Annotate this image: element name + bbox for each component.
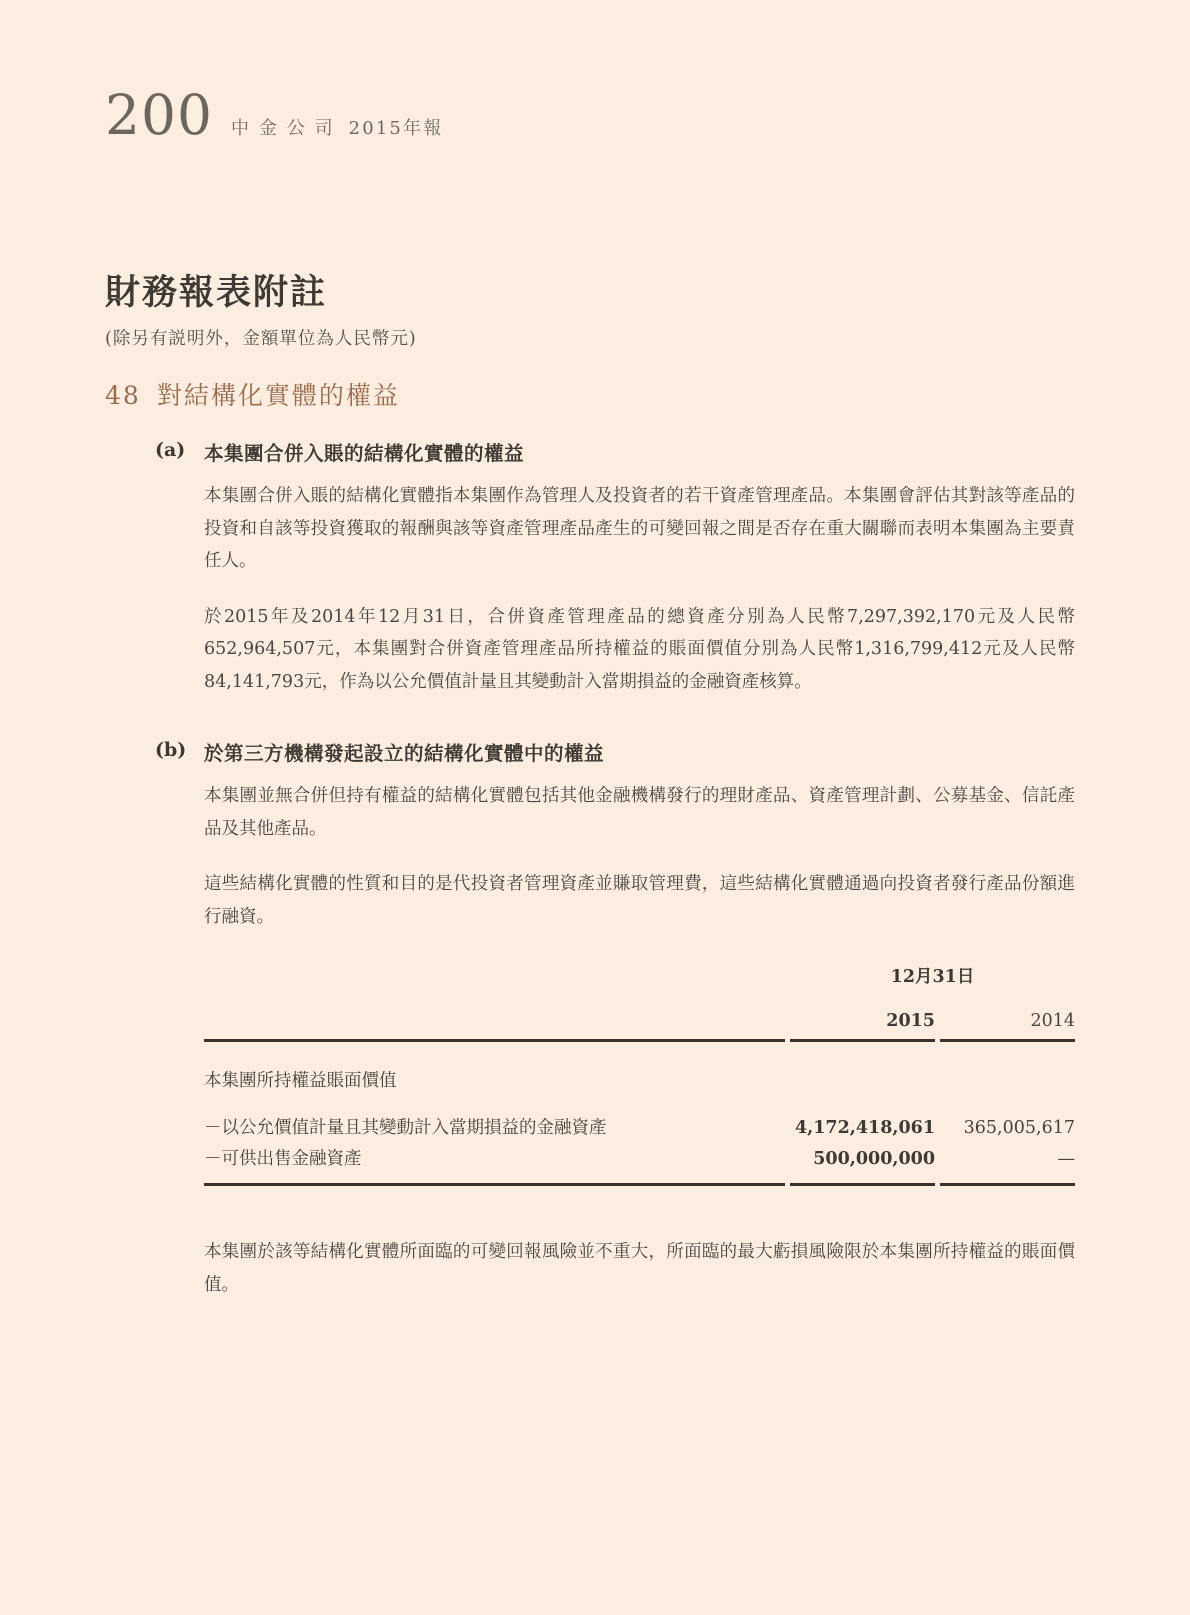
table-bottom-rule (204, 1183, 1075, 1186)
table-row (204, 1144, 1075, 1175)
paragraph: 本集團合併入賬的結構化實體指本集團作為管理人及投資者的若干資產管理產品。本集團會評估其對該等產品的投資和自該等投資獲取的報酬與該等資產管理產品產生的可變回報之間是否存在重大關聯而表明本集團為主要責任人。 (204, 486, 1075, 571)
document-title: 財務報表附註 (105, 272, 328, 313)
subsection-b-label: (b) (155, 739, 187, 761)
column-header-2015: 2015 (886, 1011, 935, 1031)
section-title: 對結構化實體的權益 (156, 381, 400, 410)
section-48-heading (105, 376, 1075, 412)
row-label: －可供出售金融資產 (204, 1149, 362, 1169)
value-2014: — (1057, 1149, 1075, 1169)
paragraph: 於2015年及2014年12月31日，合併資產管理產品的總資產分別為人民幣7,297,392,170元及人民幣652,964,507元，本集團對合併資產管理產品所持權益的賬面價值分別為人民幣1,316,799,412元及人民幣84,141,793元，作為以公允價值計量且其變動計入當期損益的金融資產核算。 (204, 606, 1075, 692)
table-group-label-row (204, 1066, 1075, 1096)
paragraph: 這些結構化實體的性質和目的是代投資者管理資產並賺取管理費，這些結構化實體通過向投資者發行產品份額進行融資。 (204, 874, 1075, 927)
table-date-header-row (204, 963, 1075, 997)
document-subtitle: (除另有説明外，金額單位為人民幣元) (105, 329, 417, 349)
subsection-a-heading: 本集團合併入賬的結構化實體的權益 (204, 442, 525, 465)
table-row (204, 1113, 1075, 1144)
closing-paragraph: 本集團於該等結構化實體所面臨的可變回報風險並不重大，所面臨的最大虧損風險限於本集團所持權益的賬面價值。 (204, 1242, 1075, 1295)
running-head-company: 中金公司 (230, 118, 343, 139)
table-header-rule (204, 1039, 1075, 1042)
value-2015: 4,172,418,061 (794, 1118, 935, 1138)
column-header-2014: 2014 (1030, 1011, 1075, 1031)
running-head (105, 0, 1075, 147)
running-head-report-year: 2015年報 (348, 118, 444, 139)
interests-table (204, 963, 1075, 1186)
value-2014: 365,005,617 (963, 1118, 1075, 1138)
subsection-a-label: (a) (155, 439, 186, 461)
table-date-header: 12月31日 (890, 967, 975, 987)
table-year-header-row (204, 997, 1075, 1039)
table-group-label: 本集團所持權益賬面價值 (204, 1071, 397, 1091)
subsection-a (105, 438, 1075, 698)
row-label: －以公允價值計量且其變動計入當期損益的金融資產 (204, 1118, 607, 1138)
page-number: 200 (105, 83, 213, 147)
value-2015: 500,000,000 (813, 1149, 935, 1169)
paragraph: 本集團並無合併但持有權益的結構化實體包括其他金融機構發行的理財產品、資產管理計劃、公募基金、信託產品及其他產品。 (204, 786, 1075, 839)
section-number: 48 (105, 381, 141, 410)
subsection-b-heading: 於第三方機構發起設立的結構化實體中的權益 (204, 742, 605, 765)
subsection-b (105, 738, 1075, 1301)
